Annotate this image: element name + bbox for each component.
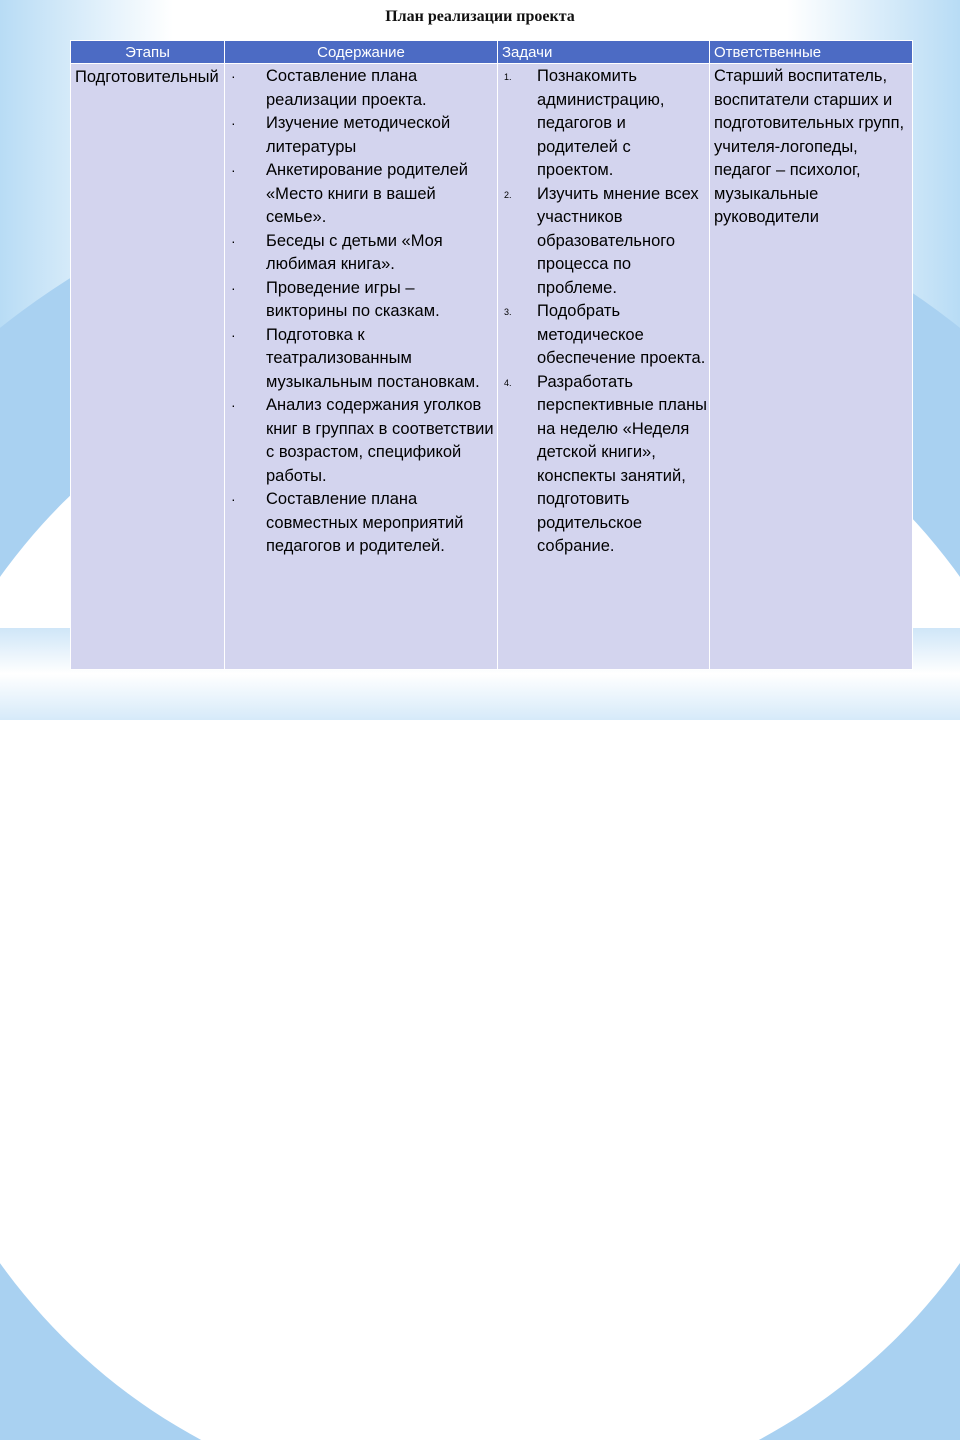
stage-cell: Подготовительный bbox=[71, 64, 225, 670]
content-list bbox=[226, 65, 496, 559]
header-responsible: Ответственные bbox=[710, 41, 913, 64]
content-item: · Анкетирование родителей «Место книги в вашей семье». bbox=[231, 161, 468, 226]
tasks-cell bbox=[498, 64, 710, 670]
task-item: 2. Изучить мнение всех участников образовательного процесса по проблеме. bbox=[504, 184, 699, 297]
content-item: · Составление плана реализации проекта. bbox=[231, 67, 427, 109]
slide-title: План реализации проекта bbox=[385, 8, 575, 25]
content-item: · Проведение игры – викторины по сказкам. bbox=[231, 278, 440, 320]
content-item: · Анализ содержания уголков книг в группах в соответствии с возрастом, спецификой работы. bbox=[231, 396, 494, 485]
tasks-list bbox=[499, 65, 708, 559]
header-content: Содержание bbox=[225, 41, 498, 64]
content-item: · Изучение методической литературы bbox=[231, 114, 451, 156]
header-tasks: Задачи bbox=[498, 41, 710, 64]
table-row bbox=[71, 64, 913, 670]
task-item: 3. Подобрать методическое обеспечение проекта. bbox=[504, 302, 706, 367]
task-item: 1. Познакомить администрацию, педагогов и родителей с проектом. bbox=[504, 67, 665, 179]
content-item: · Беседы с детьми «Моя любимая книга». bbox=[231, 231, 443, 273]
content-cell bbox=[225, 64, 498, 670]
table-header-row bbox=[71, 41, 913, 64]
content-item: · Подготовка к театрализованным музыкальным постановкам. bbox=[231, 325, 480, 391]
header-stages: Этапы bbox=[71, 41, 225, 64]
project-plan-table bbox=[70, 40, 913, 670]
content-item: · Составление плана совместных мероприятий педагогов и родителей. bbox=[231, 490, 464, 555]
responsible-cell: Старший воспитатель, воспитатели старших и подготовительных групп, учителя-логопеды, педагог – психолог, музыкальные руководители bbox=[710, 64, 913, 670]
task-item: 4. Разработать перспективные планы на неделю «Неделя детской книги», конспекты занятий, подготовить родительское собрание. bbox=[504, 372, 708, 555]
